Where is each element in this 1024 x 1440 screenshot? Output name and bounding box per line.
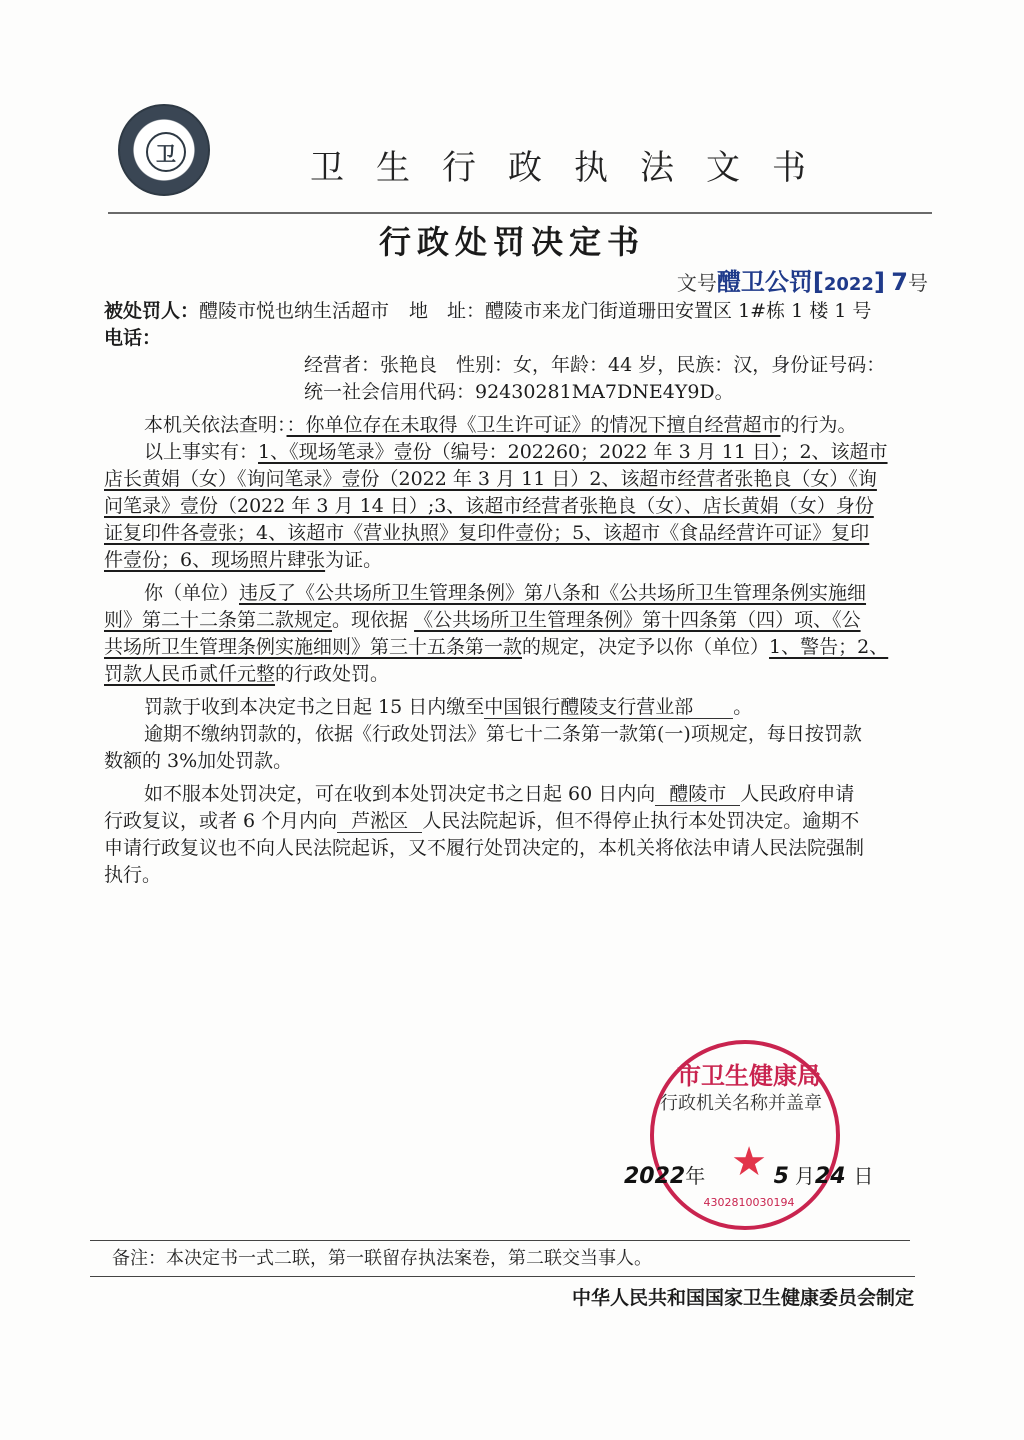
- red-star-icon: ★: [731, 1139, 767, 1185]
- violation-lead: 你（单位）: [144, 582, 240, 604]
- evidence-line-1: [104, 439, 924, 466]
- late-fee-line-2: 数额的 3%加处罚款。: [104, 750, 293, 772]
- phone-label: 电话：: [104, 327, 162, 349]
- lawsuit-tail: 人民法院起诉，但不得停止执行本处罚决定。逾期不: [422, 810, 860, 832]
- date-month: 5: [773, 1164, 789, 1189]
- document-title: 行政处罚决定书: [378, 223, 645, 261]
- finding-text: ：你单位存在未取得《卫生许可证》的情况下擅自经营超市: [286, 414, 781, 436]
- late-fee-line-1: 逾期不缴纳罚款的，依据《行政处罚法》第七十二条第一款第(一)项规定，每日按罚款: [144, 723, 862, 745]
- issue-date: [624, 1162, 874, 1191]
- document-number: [677, 268, 928, 299]
- issuer: 中华人民共和国国家卫生健康委员会制定: [571, 1287, 914, 1309]
- lawsuit-court: 芦淞区: [337, 810, 422, 833]
- appeal-line-3: 申请行政复议也不向人民法院起诉，又不履行处罚决定的，本机关将依法申请人民法院强制: [104, 837, 865, 859]
- penalty-tail: 的行政处罚。: [275, 663, 390, 685]
- violation-line-1: [104, 580, 924, 607]
- date-year: 2022: [624, 1164, 686, 1189]
- payment-bank: 中国银行醴陵支行营业部: [484, 696, 733, 719]
- document-number-seq: 7: [891, 268, 908, 296]
- document-number-prefix: 醴卫公罚[: [716, 268, 824, 296]
- date-day: 24: [814, 1164, 846, 1189]
- appeal-tail: 人民政府申请: [740, 783, 855, 805]
- violation-line-4: [104, 661, 924, 688]
- date-day-unit: 日: [853, 1164, 874, 1188]
- seal-area: [600, 1030, 930, 1230]
- decision-lead: 的规定，决定予以你（单位）: [522, 636, 770, 658]
- basis-text: 《公共场所卫生管理条例》第十四条第（四）项、《公: [414, 609, 861, 631]
- punished-label: 被处罚人：: [104, 300, 200, 322]
- violation-line-3: [104, 634, 924, 661]
- header-title: 卫生行政执法文书: [310, 148, 838, 188]
- penalty-text: 1、警告；2、: [769, 636, 889, 658]
- document-number-end: 号: [908, 271, 928, 295]
- appeal-line-2: [104, 808, 924, 835]
- health-inspection-emblem-icon: [118, 104, 210, 196]
- evidence-line-4: 证复印件各壹张；4、该超市《营业执照》复印件壹份；5、该超市《食品经营许可证》复印: [104, 522, 870, 544]
- credit-code-line: 统一社会信用代码：92430281MA7DNE4Y9D。: [304, 381, 734, 403]
- evidence-lead: 以上事实有：: [144, 441, 259, 463]
- party-line: [104, 298, 924, 325]
- stamp-text: 市卫生健康局: [677, 1062, 821, 1090]
- lawsuit-lead: 行政复议，或者 6 个月内向: [104, 810, 338, 832]
- appeal-line-4: 执行。: [104, 864, 162, 886]
- payment-tail: 。: [733, 696, 753, 718]
- finding-paragraph: [104, 412, 924, 439]
- finding-tail: 的行为。: [780, 414, 857, 436]
- footer-divider-bottom: [90, 1276, 915, 1277]
- operator-line: 经营者：张艳良 性别：女，年龄：44 岁，民族：汉，身份证号码：: [304, 354, 886, 376]
- remark: 备注：本决定书一式二联，第一联留存执法案卷，第二联交当事人。: [112, 1248, 652, 1269]
- appeal-lead: 如不服本处罚决定，可在收到本处罚决定书之日起 60 日内向: [144, 783, 656, 805]
- document-body: [104, 298, 924, 889]
- violation-text-end: 则》第二十二条第二款规定: [104, 609, 333, 631]
- document-number-bracket: ]: [873, 268, 885, 296]
- address-label: 地 址：: [409, 300, 486, 322]
- violation-line-2: [104, 607, 924, 634]
- seal-label: 行政机关名称并盖章: [660, 1093, 822, 1114]
- finding-lead: 本机关依法查明：: [144, 414, 287, 436]
- payment-line: [104, 694, 924, 721]
- basis-lead: 。现依据: [332, 609, 415, 631]
- document-number-label: 文号: [676, 271, 717, 295]
- stamp-number: 4302810030194: [703, 1196, 795, 1209]
- evidence-text-end: 件壹份；6、现场照片肆张: [104, 549, 326, 571]
- punished-name: 醴陵市悦也纳生活超市: [199, 300, 390, 322]
- evidence-tail: 为证。: [325, 549, 383, 571]
- appeal-line-1: [104, 781, 924, 808]
- address-value: 醴陵市来龙门街道珊田安置区 1#栋 1 楼 1 号: [485, 300, 872, 322]
- emblem-mark: 卫: [146, 132, 186, 172]
- evidence-line-5: [104, 547, 924, 574]
- header-divider: [108, 212, 932, 214]
- date-year-unit: 年: [685, 1164, 706, 1188]
- official-stamp: [650, 1040, 840, 1230]
- evidence-line-2: 店长黄娟（女）《询问笔录》壹份（2022 年 3 月 11 日）2、该超市经营者张艳良（女）《询: [104, 468, 877, 490]
- violation-text: 违反了《公共场所卫生管理条例》第八条和《公共场所卫生管理条例实施细: [239, 582, 867, 604]
- payment-lead: 罚款于收到本决定书之日起 15 日内缴至: [144, 696, 485, 718]
- document-number-year: 2022: [823, 274, 874, 295]
- basis-text-end: 共场所卫生管理条例实施细则》第三十五条第一款: [104, 636, 523, 658]
- date-month-unit: 月: [794, 1164, 815, 1188]
- penalty-amount: 罚款人民币贰仟元整: [104, 663, 276, 685]
- footer-divider-top: [90, 1240, 910, 1241]
- evidence-text: 1、《现场笔录》壹份（编号：202260；2022 年 3 月 11 日）；2、该超市: [258, 441, 888, 463]
- appeal-government: 醴陵市: [655, 783, 740, 806]
- evidence-line-3: 问笔录》壹份（2022 年 3 月 14 日）;3、该超市经营者张艳良（女）、店长黄娟（女）身份: [104, 495, 874, 517]
